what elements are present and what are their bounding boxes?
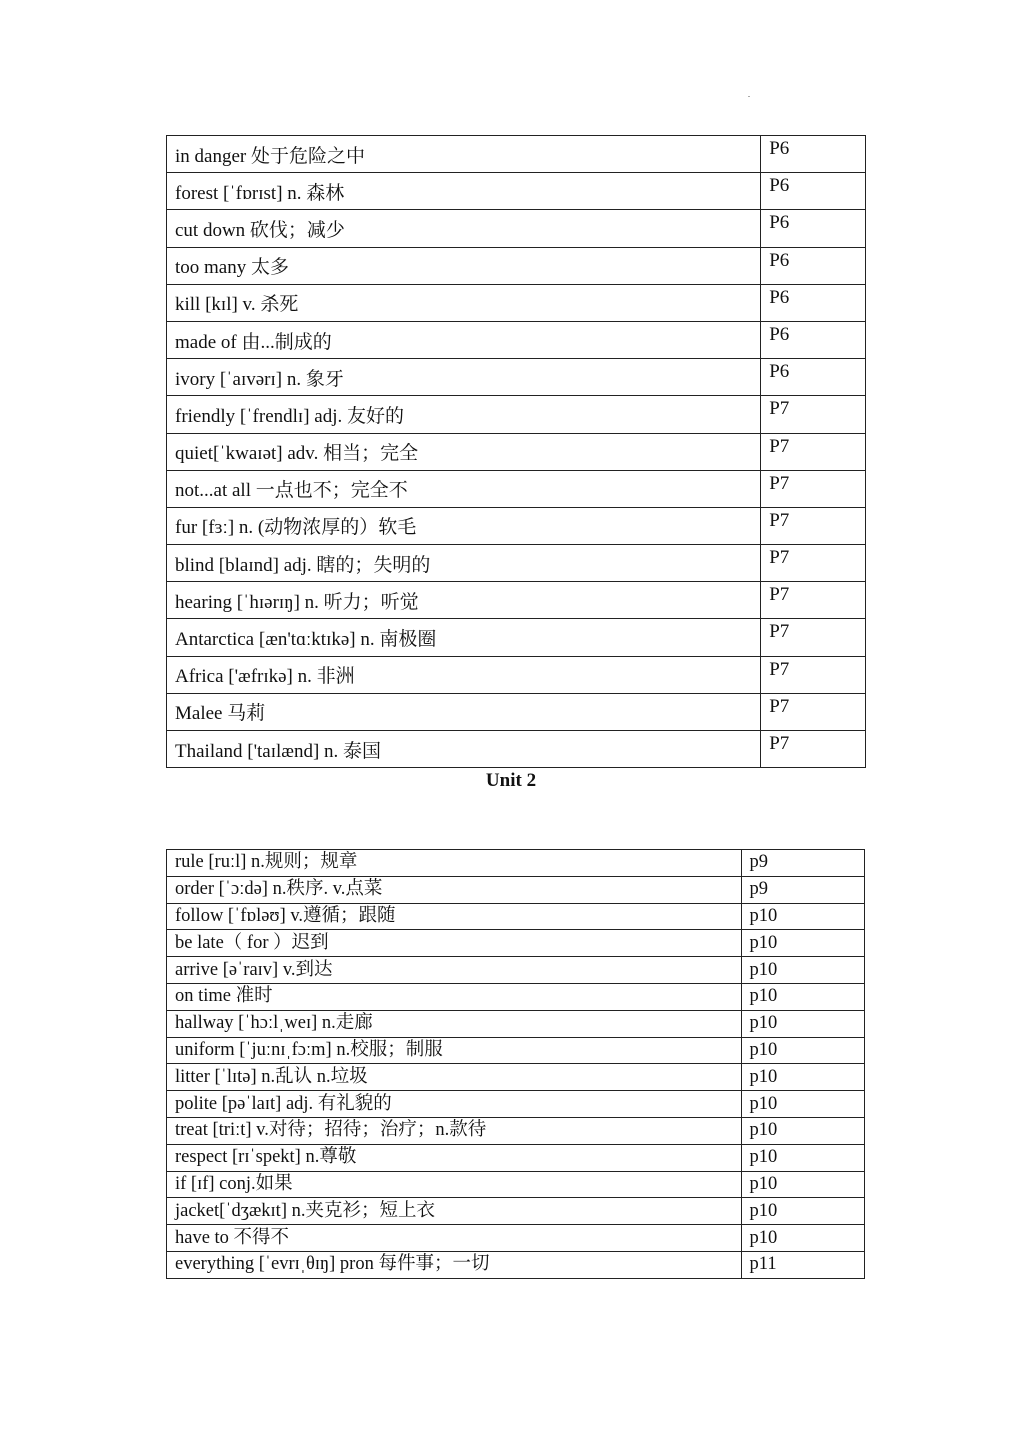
page-ref-cell: P6 xyxy=(761,359,866,396)
scan-dot xyxy=(748,96,750,97)
vocab-term-cell: cut down 砍伐；减少 xyxy=(167,210,761,247)
vocabulary-table-body xyxy=(167,136,866,768)
page-ref-cell: p10 xyxy=(741,1225,865,1252)
table-row xyxy=(167,930,865,957)
table-row xyxy=(167,507,866,544)
vocab-term-cell: Africa ['æfrɪkə] n. 非洲 xyxy=(167,656,761,693)
vocab-term-cell: too many 太多 xyxy=(167,247,761,284)
vocab-term-cell: friendly [ˈfrendlɪ] adj. 友好的 xyxy=(167,396,761,433)
page-ref-cell: p10 xyxy=(741,1064,865,1091)
table-row xyxy=(167,1091,865,1118)
vocab-term-cell: quiet[ˈkwaɪət] adv. 相当；完全 xyxy=(167,433,761,470)
page-ref-cell: p10 xyxy=(741,1198,865,1225)
page-ref-cell: P7 xyxy=(761,545,866,582)
page-ref-cell: p10 xyxy=(741,983,865,1010)
table-row xyxy=(167,284,866,321)
vocab-term-cell: arrive [əˈraɪv] v.到达 xyxy=(167,957,742,984)
table-row xyxy=(167,1225,865,1252)
vocab-term-cell: everything [ˈevrɪˌθɪŋ] pron 每件事；一切 xyxy=(167,1251,742,1278)
vocab-term-cell: litter [ˈlɪtə] n.乱认 n.垃圾 xyxy=(167,1064,742,1091)
table-row xyxy=(167,957,865,984)
page-ref-cell: P6 xyxy=(761,173,866,210)
page-ref-cell: p10 xyxy=(741,1144,865,1171)
vocab-term-cell: follow [ˈfɒləʊ] v.遵循；跟随 xyxy=(167,903,742,930)
page-ref-cell: P7 xyxy=(761,433,866,470)
table-row xyxy=(167,470,866,507)
unit-title: Unit 2 xyxy=(485,770,537,791)
page-ref-cell: p10 xyxy=(741,1037,865,1064)
table-row xyxy=(167,1144,865,1171)
vocab-term-cell: order [ˈɔːdə] n.秩序. v.点菜 xyxy=(167,876,742,903)
table-row xyxy=(167,210,866,247)
table-row xyxy=(167,582,866,619)
table-row xyxy=(167,545,866,582)
page-ref-cell: P6 xyxy=(761,321,866,358)
vocab-term-cell: fur [fɜː] n. (动物浓厚的）软毛 xyxy=(167,507,761,544)
page-ref-cell: P7 xyxy=(761,582,866,619)
table-row xyxy=(167,876,865,903)
table-row xyxy=(167,1171,865,1198)
vocabulary-table-unit-2 xyxy=(166,849,865,1279)
vocab-term-cell: jacket[ˈdʒækɪt] n.夹克衫；短上衣 xyxy=(167,1198,742,1225)
table-row xyxy=(167,731,866,768)
vocab-term-cell: Antarctica [æn'tɑːktɪkə] n. 南极圈 xyxy=(167,619,761,656)
page-ref-cell: p10 xyxy=(741,1091,865,1118)
table-row xyxy=(167,1117,865,1144)
page-ref-cell: p10 xyxy=(741,1010,865,1037)
vocab-term-cell: kill [kɪl] v. 杀死 xyxy=(167,284,761,321)
vocab-term-cell: hearing [ˈhɪərɪŋ] n. 听力；听觉 xyxy=(167,582,761,619)
page-ref-cell: P6 xyxy=(761,210,866,247)
table-row xyxy=(167,1251,865,1278)
table-row xyxy=(167,693,866,730)
vocab-term-cell: treat [triːt] v.对待；招待；治疗；n.款待 xyxy=(167,1117,742,1144)
page-ref-cell: P7 xyxy=(761,396,866,433)
table-row xyxy=(167,850,865,877)
vocabulary-table-unit-1 xyxy=(166,135,866,768)
vocab-term-cell: Thailand ['taɪlænd] n. 泰国 xyxy=(167,731,761,768)
page-ref-cell: P7 xyxy=(761,470,866,507)
table-row xyxy=(167,247,866,284)
page-ref-cell: p11 xyxy=(741,1251,865,1278)
vocab-term-cell: rule [ruːl] n.规则；规章 xyxy=(167,850,742,877)
vocab-term-cell: made of 由...制成的 xyxy=(167,321,761,358)
table-row xyxy=(167,321,866,358)
table-row xyxy=(167,656,866,693)
table-row xyxy=(167,359,866,396)
page-ref-cell: P6 xyxy=(761,247,866,284)
table-row xyxy=(167,433,866,470)
vocab-term-cell: hallway [ˈhɔːlˌweɪ] n.走廊 xyxy=(167,1010,742,1037)
page-ref-cell: p10 xyxy=(741,1117,865,1144)
page-ref-cell: p10 xyxy=(741,957,865,984)
vocab-term-cell: on time 准时 xyxy=(167,983,742,1010)
table-row xyxy=(167,1037,865,1064)
vocab-term-cell: ivory [ˈaɪvərɪ] n. 象牙 xyxy=(167,359,761,396)
page-ref-cell: p9 xyxy=(741,850,865,877)
vocab-term-cell: forest [ˈfɒrɪst] n. 森林 xyxy=(167,173,761,210)
page-ref-cell: P6 xyxy=(761,136,866,173)
page-ref-cell: p10 xyxy=(741,1171,865,1198)
table-row xyxy=(167,136,866,173)
page-ref-cell: p10 xyxy=(741,930,865,957)
vocab-term-cell: polite [pəˈlaɪt] adj. 有礼貌的 xyxy=(167,1091,742,1118)
page-ref-cell: p9 xyxy=(741,876,865,903)
table-row xyxy=(167,173,866,210)
table-row xyxy=(167,983,865,1010)
page-ref-cell: P7 xyxy=(761,619,866,656)
vocab-term-cell: uniform [ˈjuːnɪˌfɔːm] n.校服；制服 xyxy=(167,1037,742,1064)
vocab-term-cell: not...at all 一点也不；完全不 xyxy=(167,470,761,507)
vocab-term-cell: have to 不得不 xyxy=(167,1225,742,1252)
table-row xyxy=(167,1010,865,1037)
vocab-term-cell: Malee 马莉 xyxy=(167,693,761,730)
table-row xyxy=(167,396,866,433)
vocab-term-cell: blind [blaɪnd] adj. 瞎的；失明的 xyxy=(167,545,761,582)
vocab-term-cell: be late（ for ）迟到 xyxy=(167,930,742,957)
vocabulary-table-body xyxy=(167,850,865,1279)
vocab-term-cell: in danger 处于危险之中 xyxy=(167,136,761,173)
vocab-term-cell: respect [rɪˈspekt] n.尊敬 xyxy=(167,1144,742,1171)
table-row xyxy=(167,619,866,656)
table-row xyxy=(167,1064,865,1091)
page-ref-cell: p10 xyxy=(741,903,865,930)
table-row xyxy=(167,1198,865,1225)
table-row xyxy=(167,903,865,930)
page-ref-cell: P7 xyxy=(761,507,866,544)
page-ref-cell: P7 xyxy=(761,656,866,693)
page-ref-cell: P7 xyxy=(761,693,866,730)
vocab-term-cell: if [ɪf] conj.如果 xyxy=(167,1171,742,1198)
page-ref-cell: P6 xyxy=(761,284,866,321)
page-ref-cell: P7 xyxy=(761,731,866,768)
